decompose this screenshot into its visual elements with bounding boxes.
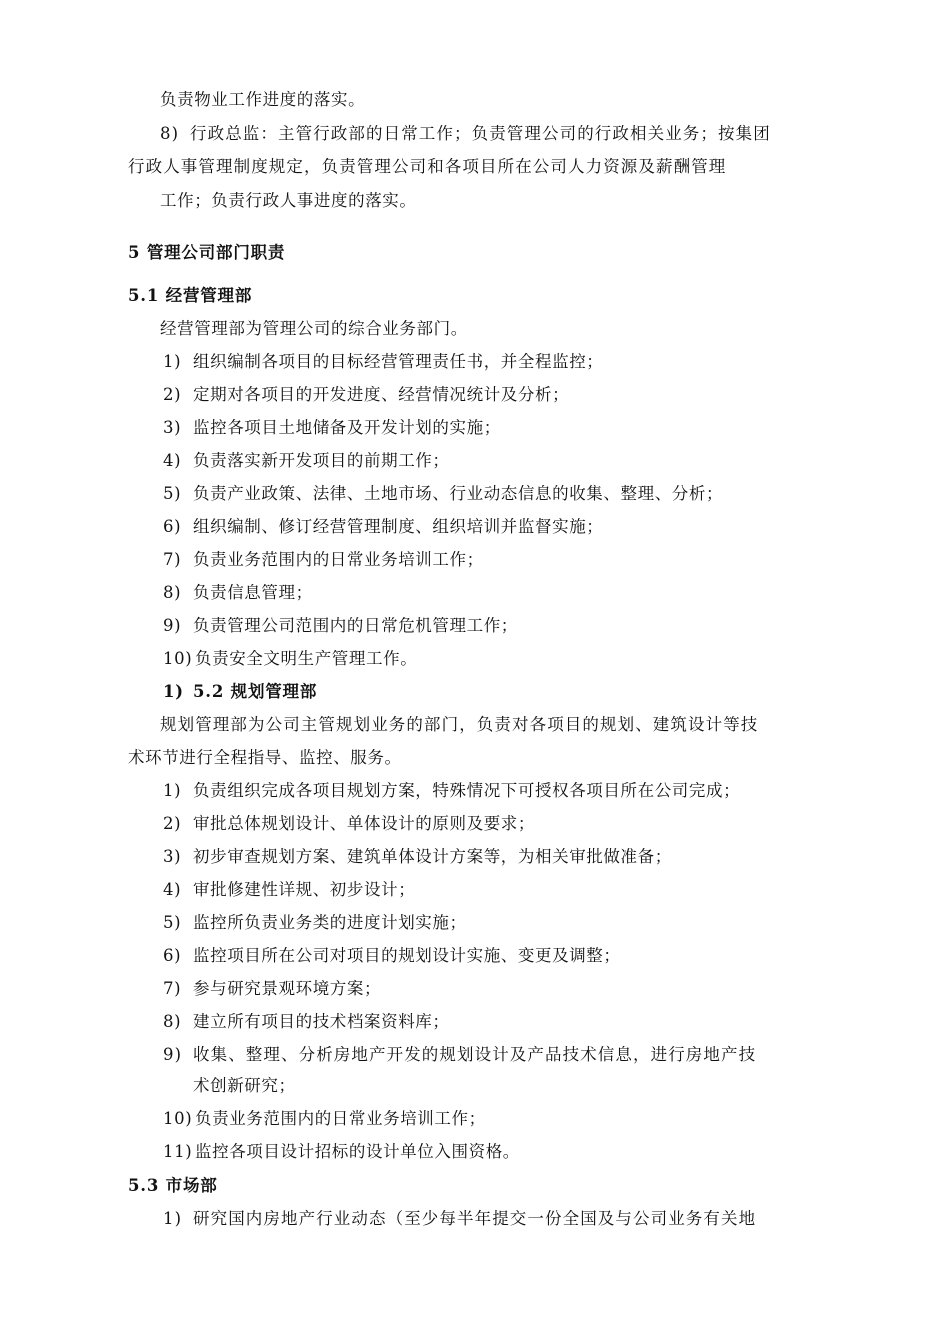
list-number: 6) [163, 517, 182, 536]
list-number: 1) [163, 352, 182, 371]
list-item [163, 879, 415, 901]
list-text: 监控各项目设计招标的设计单位入围资格。 [195, 1142, 520, 1161]
list-text: 参与研究景观环境方案； [193, 979, 382, 998]
list-item [163, 417, 501, 439]
list-item [163, 780, 740, 802]
list-number: 8) [160, 124, 180, 143]
list-item [163, 450, 450, 472]
list-text: 建立所有项目的技术档案资料库； [193, 1012, 450, 1031]
list-item [163, 813, 535, 835]
list-number: 1) [163, 1209, 183, 1228]
list-item [163, 978, 381, 1000]
list-text: 组织编制、修订经营管理制度、组织培训并监督实施； [193, 517, 604, 536]
list-item [163, 351, 603, 373]
list-item [163, 912, 467, 934]
list-text: 收集、整理、分析房地产开发的规划设计及产品技术信息，进行房地产技 [193, 1045, 757, 1064]
list-item [163, 384, 569, 406]
list-item [163, 1208, 756, 1230]
heading-prefix: 1) [163, 682, 184, 701]
list-item [163, 582, 313, 604]
list-item [163, 1011, 450, 1033]
list-number: 8) [163, 583, 182, 602]
list-text: 负责业务范围内的日常业务培训工作； [195, 1109, 486, 1128]
list-text: 定期对各项目的开发进度、经营情况统计及分析； [193, 385, 570, 404]
paragraph-line: 负责物业工作进度的落实。 [160, 90, 366, 109]
paragraph-line: 行政人事管理制度规定，负责管理公司和各项目所在公司人力资源及薪酬管理 [128, 157, 727, 176]
list-text: 负责落实新开发项目的前期工作； [193, 451, 450, 470]
list-number: 7) [163, 979, 182, 998]
list-number: 7) [163, 550, 182, 569]
list-number: 9) [163, 616, 182, 635]
list-text: 研究国内房地产行业动态（至少每半年提交一份全国及与公司业务有关地 [193, 1209, 757, 1228]
subsection-heading: 5.1 经营管理部 [128, 286, 253, 305]
list-text: 负责产业政策、法律、土地市场、行业动态信息的收集、整理、分析； [193, 484, 724, 503]
list-number: 3) [163, 418, 182, 437]
list-text: 行政总监：主管行政部的日常工作；负责管理公司的行政相关业务；按集团 [190, 124, 771, 143]
list-item [160, 123, 771, 145]
list-number: 8) [163, 1012, 182, 1031]
list-text: 组织编制各项目的目标经营管理责任书，并全程监控； [193, 352, 604, 371]
subsection-heading: 5.3 市场部 [128, 1176, 218, 1195]
list-text: 负责组织完成各项目规划方案，特殊情况下可授权各项目所在公司完成； [193, 781, 741, 800]
paragraph-line: 经营管理部为管理公司的综合业务部门。 [160, 319, 468, 338]
paragraph-line: 工作；负责行政人事进度的落实。 [160, 191, 417, 210]
list-item [163, 615, 518, 637]
list-number: 2) [163, 385, 182, 404]
list-text: 审批修建性详规、初步设计； [193, 880, 416, 899]
list-text: 监控项目所在公司对项目的规划设计实施、变更及调整； [193, 946, 621, 965]
list-number: 5) [163, 484, 182, 503]
list-item [163, 516, 603, 538]
paragraph-line: 规划管理部为公司主管规划业务的部门，负责对各项目的规划、建筑设计等技 [160, 715, 759, 734]
list-number: 4) [163, 880, 182, 899]
list-item [163, 1108, 486, 1130]
list-text: 初步审查规划方案、建筑单体设计方案等，为相关审批做准备； [193, 847, 672, 866]
list-number: 3) [163, 847, 182, 866]
list-item [163, 1141, 520, 1163]
list-number: 11) [163, 1142, 193, 1161]
list-number: 6) [163, 946, 182, 965]
list-text: 监控各项目土地储备及开发计划的实施； [193, 418, 501, 437]
list-item [163, 846, 672, 868]
list-number: 1) [163, 781, 182, 800]
list-number: 9) [163, 1045, 183, 1064]
list-text: 监控所负责业务类的进度计划实施； [193, 913, 467, 932]
list-item [163, 549, 484, 571]
list-text: 负责管理公司范围内的日常危机管理工作； [193, 616, 518, 635]
section-heading: 5 管理公司部门职责 [128, 243, 286, 262]
list-item [163, 945, 621, 967]
list-item [163, 483, 723, 505]
list-item [163, 648, 417, 670]
paragraph-line: 术环节进行全程指导、监控、服务。 [128, 748, 402, 767]
list-text: 负责业务范围内的日常业务培训工作； [193, 550, 484, 569]
list-text: 负责信息管理； [193, 583, 313, 602]
list-number: 2) [163, 814, 182, 833]
list-number: 10) [163, 1109, 193, 1128]
list-number: 5) [163, 913, 182, 932]
list-text: 审批总体规划设计、单体设计的原则及要求； [193, 814, 535, 833]
heading-title: 5.2 规划管理部 [193, 682, 318, 701]
list-number: 4) [163, 451, 182, 470]
list-text: 负责安全文明生产管理工作。 [195, 649, 418, 668]
subsection-heading [163, 681, 317, 703]
list-item [163, 1044, 756, 1066]
list-number: 10) [163, 649, 193, 668]
list-item-continuation: 术创新研究； [193, 1076, 296, 1095]
